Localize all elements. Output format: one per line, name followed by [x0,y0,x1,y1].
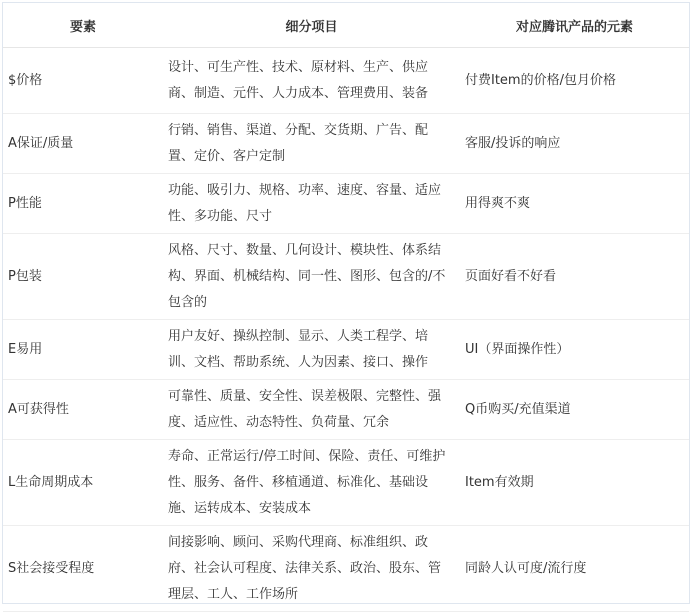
cell-tencent: 用得爽不爽 [460,174,689,234]
table-row [3,234,689,320]
cell-items: 风格、尺寸、数量、几何设计、模块性、体系结构、界面、机械结构、同一性、图形、包含的/不包含的 [163,234,460,320]
cell-tencent: 页面好看不好看 [460,234,689,320]
apples-table [3,3,689,612]
header-tencent: 对应腾讯产品的元素 [460,3,689,48]
table-row [3,48,689,114]
cell-items: 设计、可生产性、技术、原材料、生产、供应商、制造、元件、人力成本、管理费用、装备 [163,48,460,114]
table-row [3,174,689,234]
cell-items: 寿命、正常运行/停工时间、保险、责任、可维护性、服务、备件、移植通道、标准化、基础设施、运转成本、安装成本 [163,440,460,526]
header-items: 细分项目 [163,3,460,48]
table-row [3,526,689,612]
cell-tencent: Q币购买/充值渠道 [460,380,689,440]
cell-element: A保证/质量 [3,114,163,174]
cell-tencent: 同龄人认可度/流行度 [460,526,689,612]
table-header-row [3,3,689,48]
cell-items: 行销、销售、渠道、分配、交货期、广告、配置、定价、客户定制 [163,114,460,174]
cell-element: S社会接受程度 [3,526,163,612]
cell-tencent: 付费Item的价格/包月价格 [460,48,689,114]
table-row [3,320,689,380]
cell-element: $价格 [3,48,163,114]
header-element: 要素 [3,3,163,48]
cell-element: E易用 [3,320,163,380]
cell-items: 间接影响、顾问、采购代理商、标准组织、政府、社会认可程度、法律关系、政治、股东、管理层、工人、工作场所 [163,526,460,612]
table-row [3,380,689,440]
cell-element: P包装 [3,234,163,320]
table-row [3,114,689,174]
cell-element: A可获得性 [3,380,163,440]
cell-tencent: Item有效期 [460,440,689,526]
cell-tencent: 客服/投诉的响应 [460,114,689,174]
table-row [3,440,689,526]
cell-element: P性能 [3,174,163,234]
cell-tencent: UI（界面操作性） [460,320,689,380]
cell-items: 用户友好、操纵控制、显示、人类工程学、培训、文档、帮助系统、人为因素、接口、操作 [163,320,460,380]
cell-items: 功能、吸引力、规格、功率、速度、容量、适应性、多功能、尺寸 [163,174,460,234]
cell-element: L生命周期成本 [3,440,163,526]
cell-items: 可靠性、质量、安全性、误差极限、完整性、强度、适应性、动态特性、负荷量、冗余 [163,380,460,440]
